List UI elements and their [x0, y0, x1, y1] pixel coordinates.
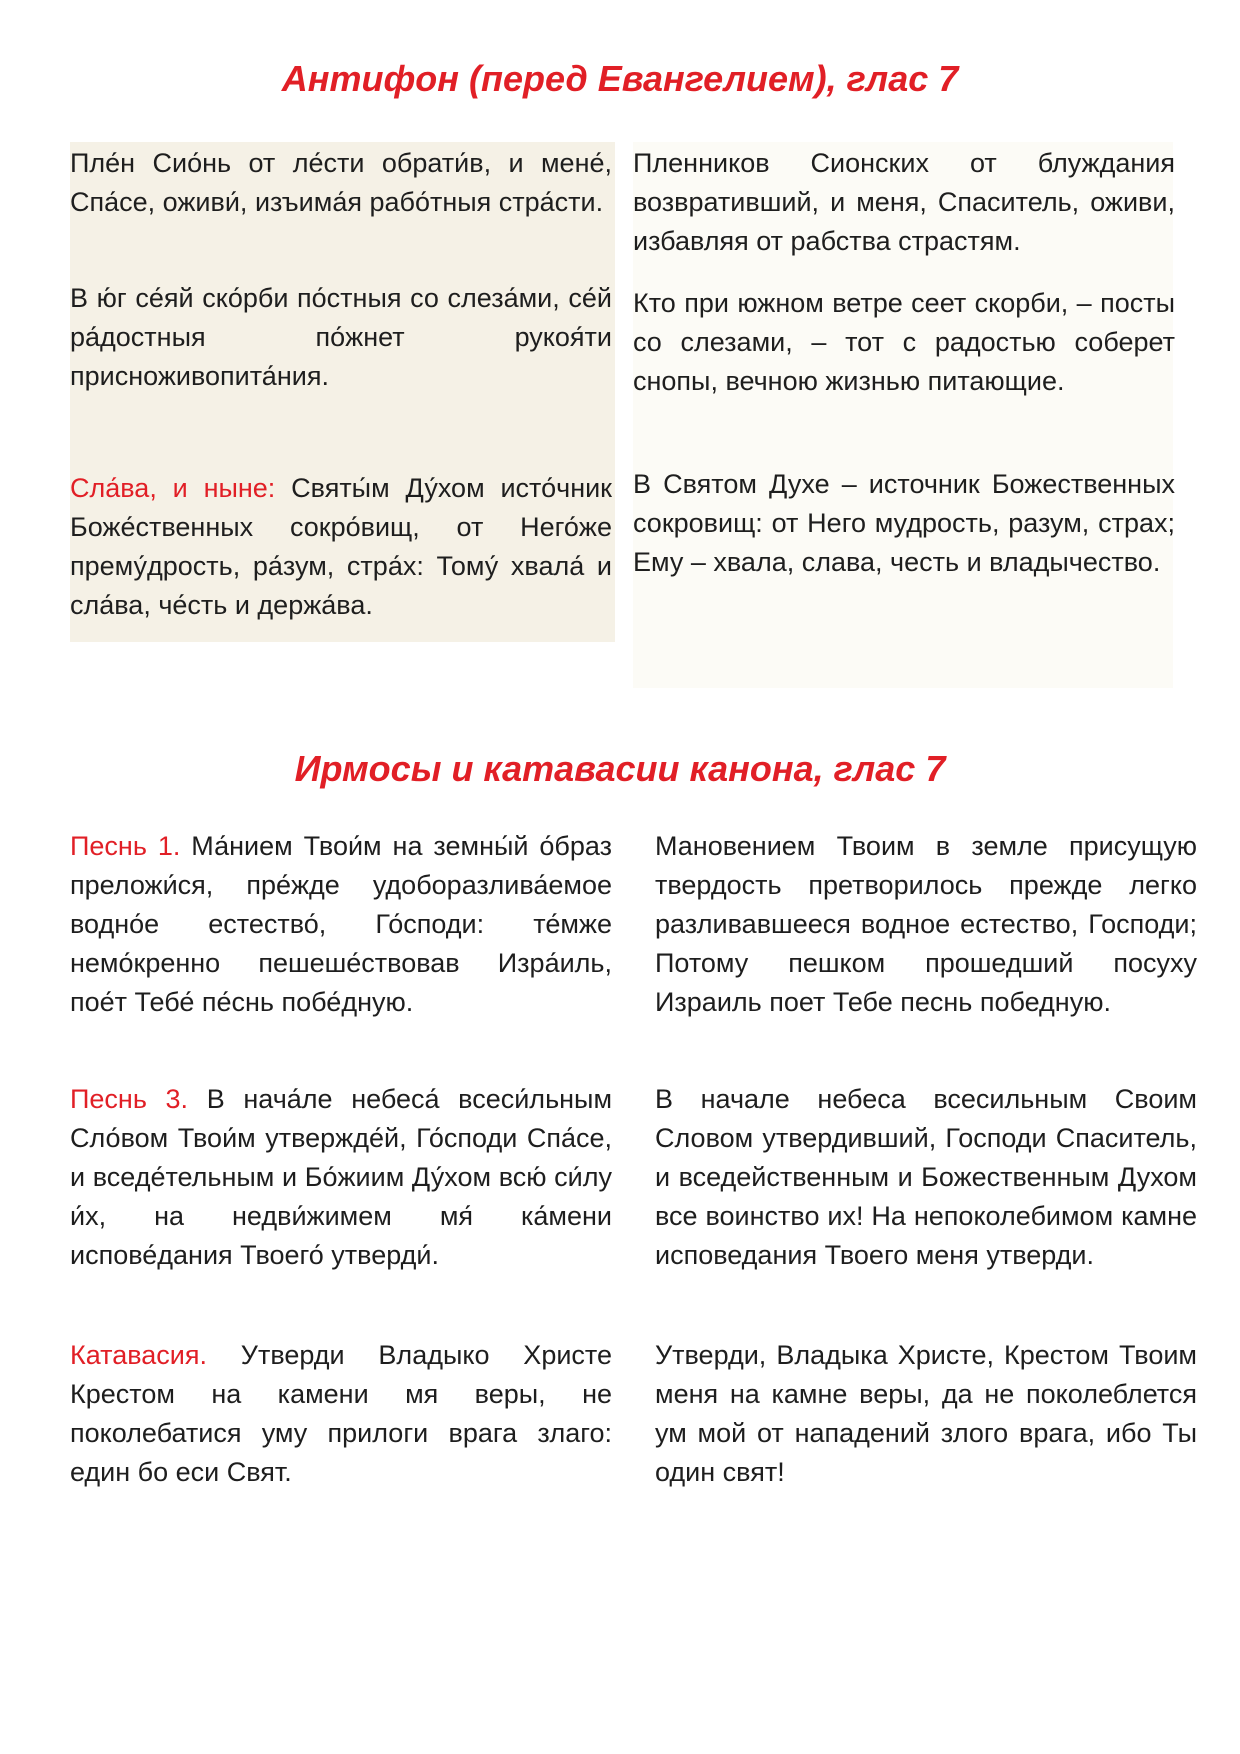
- antiphon-doxology-slavonic: Сла́ва, и ныне: Святы́м Ду́хом исто́чник Боже́ственных сокро́вищ, от Него́же прему́дрость, ра́зум, стра́х: Тому́ хвала́ и сла́ва, че́сть и держа́ва.: [70, 473, 612, 620]
- irmos-ode-1-slavonic: Песнь 1. Ма́нием Твои́м на земны́й о́браз преложи́ся, пре́жде удоборазлива́емое водно́е естество́, Го́споди: те́мже немо́кренно пешеше́ствовав Изра́иль, пое́т Тебе́ пе́снь побе́дную.: [70, 831, 612, 1017]
- irmos-ode-3-slavonic: Песнь 3. В нача́ле небеса́ всеси́льным Сло́вом Твои́м утвержде́й, Го́споди Спа́се, и вседе́тельным и Бо́жиим Ду́хом всю́ си́лу и́х, на недви́жимем мя́ ка́мени испове́дания Твоего́ утверди́.: [70, 1084, 613, 1270]
- irmos-ode-3-russian: В начале небеса всесильным Своим Словом утвердивший, Господи Спаситель, и вседейственным и Божественным Духом все воинство их! На непоколебимом камне исповедания Твоего меня утверди.: [655, 1084, 1197, 1270]
- antiphon-verse-2-slavonic: В ю́г се́яй ско́рби по́стныя со слеза́ми, се́й ра́достныя по́жнет рукоя́ти присноживопита́ния.: [70, 283, 612, 391]
- irmos-ode-1-russian: Мановением Твоим в земле присущую твердость претворилось прежде легко разливавшееся водное естество, Господи; Потому пешком прошедший посуху Израиль поет Тебе песнь победную.: [655, 831, 1197, 1017]
- antiphon-verse-1-russian: Пленников Сионских от блуждания возвративший, и меня, Спаситель, оживи, избавляя от рабства страстям.: [633, 148, 1175, 256]
- katavasia-russian: Утверди, Владыка Христе, Крестом Твоим меня на камне веры, да не поколеблется ум мой от нападений злого врага, ибо Ты один свят!: [655, 1340, 1197, 1487]
- section-title-antiphon: Антифон (перед Евангелием), глас 7: [281, 58, 959, 99]
- antiphon-doxology-russian: В Святом Духе – источник Божественных сокровищ: от Него мудрость, разум, страх; Ему – хвала, слава, честь и владычество.: [633, 469, 1175, 577]
- katavasia-slavonic: Катавасия. Утверди Владыко Христе Крестом на камени мя веры, не поколебатися уму прилоги врага злаго: един бо еси Свят.: [70, 1340, 612, 1487]
- antiphon-verse-2-russian: Кто при южном ветре сеет скорби, – посты со слезами, – тот с радостью соберет снопы, вечною жизнью питающие.: [633, 288, 1175, 396]
- section-title-irmoi: Ирмосы и катавасии канона, глас 7: [294, 748, 946, 789]
- antiphon-verse-1-slavonic: Пле́н Сио́нь от ле́сти обрати́в, и мене́, Спа́се, оживи́, изъима́я рабо́тныя стра́сти.: [70, 148, 612, 217]
